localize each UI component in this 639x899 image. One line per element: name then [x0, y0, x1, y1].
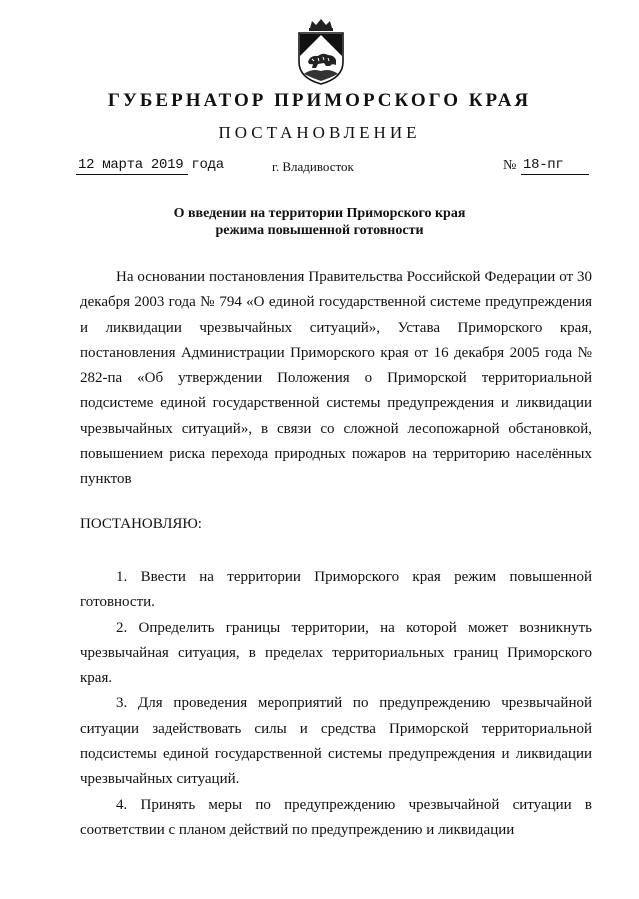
- resolution-item: 1. Ввести на территории Приморского края режим повышенной готовности.: [80, 569, 592, 611]
- document-date: 12 марта 2019 года: [78, 157, 224, 173]
- document-type: ПОСТАНОВЛЕНИЕ: [218, 123, 421, 142]
- date-underline: [76, 174, 188, 175]
- preamble-paragraph: На основании постановления Правительства Российской Федерации от 30 декабря 2003 года № 794 «О единой государственной системе предупреждения и ликвидации чрезвычайных ситуаций», Устава Приморского края, постановления Администрации Приморского края от 16 декабря 2005 года № 282-па «Об утверждении Положения о Приморской территориальной подсистеме единой государственной системы предупреждения и ликвидации чрезвычайных ситуаций», в связи со сложной лесопожарной обстановкой, повышением риска перехода природных пожаров на территорию населённых пунктов: [80, 269, 592, 488]
- resolution-word: ПОСТАНОВЛЯЮ:: [80, 516, 202, 532]
- resolution-item: 3. Для проведения мероприятий по предупреждению чрезвычайной ситуации задействовать силы и средства Приморской территориальной подсистемы единой государственной системы предупреждения и ликвидации чрезвычайных ситуаций.: [80, 695, 592, 788]
- document-title-line: О введении на территории Приморского края: [173, 206, 466, 221]
- number-underline: [521, 174, 589, 175]
- document-city: г. Владивосток: [272, 159, 354, 174]
- preamble: [80, 265, 592, 493]
- resolution-items: [80, 565, 592, 843]
- primorsky-coat-of-arms-icon: [296, 18, 346, 86]
- issuer-heading: ГУБЕРНАТОР ПРИМОРСКОГО КРАЯ: [107, 90, 532, 111]
- document-number: 18-пг: [523, 157, 564, 173]
- document-title-line: режима повышенной готовности: [215, 223, 424, 238]
- document-number-label: №: [503, 158, 517, 173]
- resolution-item: 2. Определить границы территории, на которой может возникнуть чрезвычайная ситуация, в пределах территориальных границ Приморского края.: [80, 619, 592, 687]
- resolution-item: 4. Принять меры по предупреждению чрезвычайной ситуации в соответствии с планом действий по предупреждению и ликвидации: [80, 796, 592, 838]
- document-title: [0, 205, 639, 239]
